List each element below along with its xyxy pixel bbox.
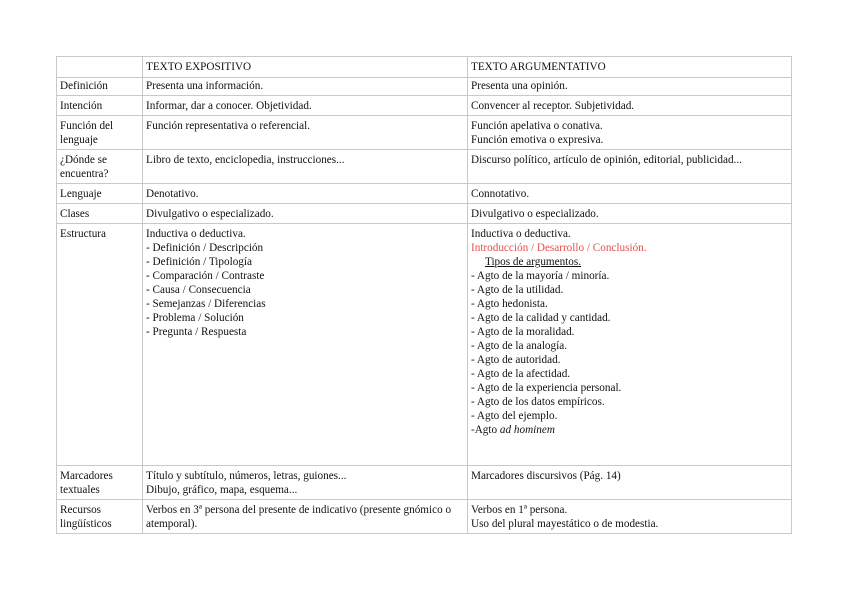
cell-expositivo: Informar, dar a conocer. Objetividad. xyxy=(143,96,468,116)
structure-item: - Comparación / Contraste xyxy=(146,270,265,282)
text-line: Título y subtítulo, números, letras, guiones... xyxy=(146,470,347,482)
argument-item: - Agto de la calidad y cantidad. xyxy=(471,312,611,324)
argument-types-heading: Tipos de argumentos. xyxy=(485,256,582,268)
argument-item: - Agto hedonista. xyxy=(471,298,548,310)
row-lenguaje xyxy=(57,184,792,204)
row-intencion xyxy=(57,96,792,116)
cell-argumentativo: Convencer al receptor. Subjetividad. xyxy=(468,96,792,116)
structure-highlight: Introducción / Desarrollo / Conclusión. xyxy=(471,242,647,254)
structure-item: - Semejanzas / Diferencias xyxy=(146,298,266,310)
argument-item: - Agto del ejemplo. xyxy=(471,410,558,422)
structure-item: Inductiva o deductiva. xyxy=(146,228,246,240)
row-label: Definición xyxy=(57,78,143,96)
row-label: Estructura xyxy=(57,224,143,466)
cell-expositivo xyxy=(143,466,468,500)
row-funcion xyxy=(57,116,792,150)
argument-item: - Agto de los datos empíricos. xyxy=(471,396,605,408)
cell-argumentativo: Connotativo. xyxy=(468,184,792,204)
row-recursos xyxy=(57,500,792,534)
cell-expositivo xyxy=(143,224,468,466)
argument-item: - Agto de la utilidad. xyxy=(471,284,564,296)
argument-item: - Agto de la analogía. xyxy=(471,340,567,352)
structure-item: - Definición / Tipología xyxy=(146,256,252,268)
cell-expositivo: Presenta una información. xyxy=(143,78,468,96)
text-line: Función apelativa o conativa. xyxy=(471,120,603,132)
cell-expositivo: Función representativa o referencial. xyxy=(143,116,468,150)
header-argumentativo: TEXTO ARGUMENTATIVO xyxy=(468,57,792,78)
structure-item: - Definición / Descripción xyxy=(146,242,264,254)
text-line: Uso del plural mayestático o de modestia. xyxy=(471,518,659,530)
text-line: Verbos en 1ª persona. xyxy=(471,504,568,516)
argument-item: - Agto de la experiencia personal. xyxy=(471,382,622,394)
row-label: Clases xyxy=(57,204,143,224)
cell-expositivo: Libro de texto, enciclopedia, instrucciones... xyxy=(143,150,468,184)
cell-argumentativo: Divulgativo o especializado. xyxy=(468,204,792,224)
row-label: Intención xyxy=(57,96,143,116)
row-donde xyxy=(57,150,792,184)
header-row xyxy=(57,57,792,78)
comparison-table xyxy=(56,56,792,534)
structure-item: - Problema / Solución xyxy=(146,312,244,324)
cell-argumentativo: Discurso político, artículo de opinión, editorial, publicidad... xyxy=(468,150,792,184)
argument-item: - Agto de la mayoría / minoría. xyxy=(471,270,610,282)
row-estructura xyxy=(57,224,792,466)
structure-intro: Inductiva o deductiva. xyxy=(471,228,571,240)
row-label: ¿Dónde se encuentra? xyxy=(57,150,143,184)
argument-italic: ad hominem xyxy=(499,424,555,436)
structure-item: - Causa / Consecuencia xyxy=(146,284,251,296)
argument-prefix: -Agto xyxy=(471,424,500,436)
cell-expositivo: Denotativo. xyxy=(143,184,468,204)
cell-argumentativo xyxy=(468,224,792,466)
row-marcadores xyxy=(57,466,792,500)
argument-item: - Agto de la afectidad. xyxy=(471,368,571,380)
row-label: Función del lenguaje xyxy=(57,116,143,150)
row-label: Marcadores textuales xyxy=(57,466,143,500)
cell-argumentativo xyxy=(468,500,792,534)
text-line: Dibujo, gráfico, mapa, esquema... xyxy=(146,484,298,496)
row-definicion xyxy=(57,78,792,96)
text-line: Función emotiva o expresiva. xyxy=(471,134,604,146)
cell-expositivo: Divulgativo o especializado. xyxy=(143,204,468,224)
argument-item-last xyxy=(471,423,788,437)
cell-expositivo: Verbos en 3ª persona del presente de indicativo (presente gnómico o atemporal). xyxy=(143,500,468,534)
header-expositivo: TEXTO EXPOSITIVO xyxy=(143,57,468,78)
cell-argumentativo xyxy=(468,116,792,150)
cell-argumentativo: Marcadores discursivos (Pág. 14) xyxy=(468,466,792,500)
row-clases xyxy=(57,204,792,224)
structure-item: - Pregunta / Respuesta xyxy=(146,326,247,338)
row-label: Lenguaje xyxy=(57,184,143,204)
cell-argumentativo: Presenta una opinión. xyxy=(468,78,792,96)
argument-item: - Agto de la moralidad. xyxy=(471,326,575,338)
argument-item: - Agto de autoridad. xyxy=(471,354,561,366)
row-label: Recursos lingüísticos xyxy=(57,500,143,534)
header-blank-cell xyxy=(57,57,143,78)
